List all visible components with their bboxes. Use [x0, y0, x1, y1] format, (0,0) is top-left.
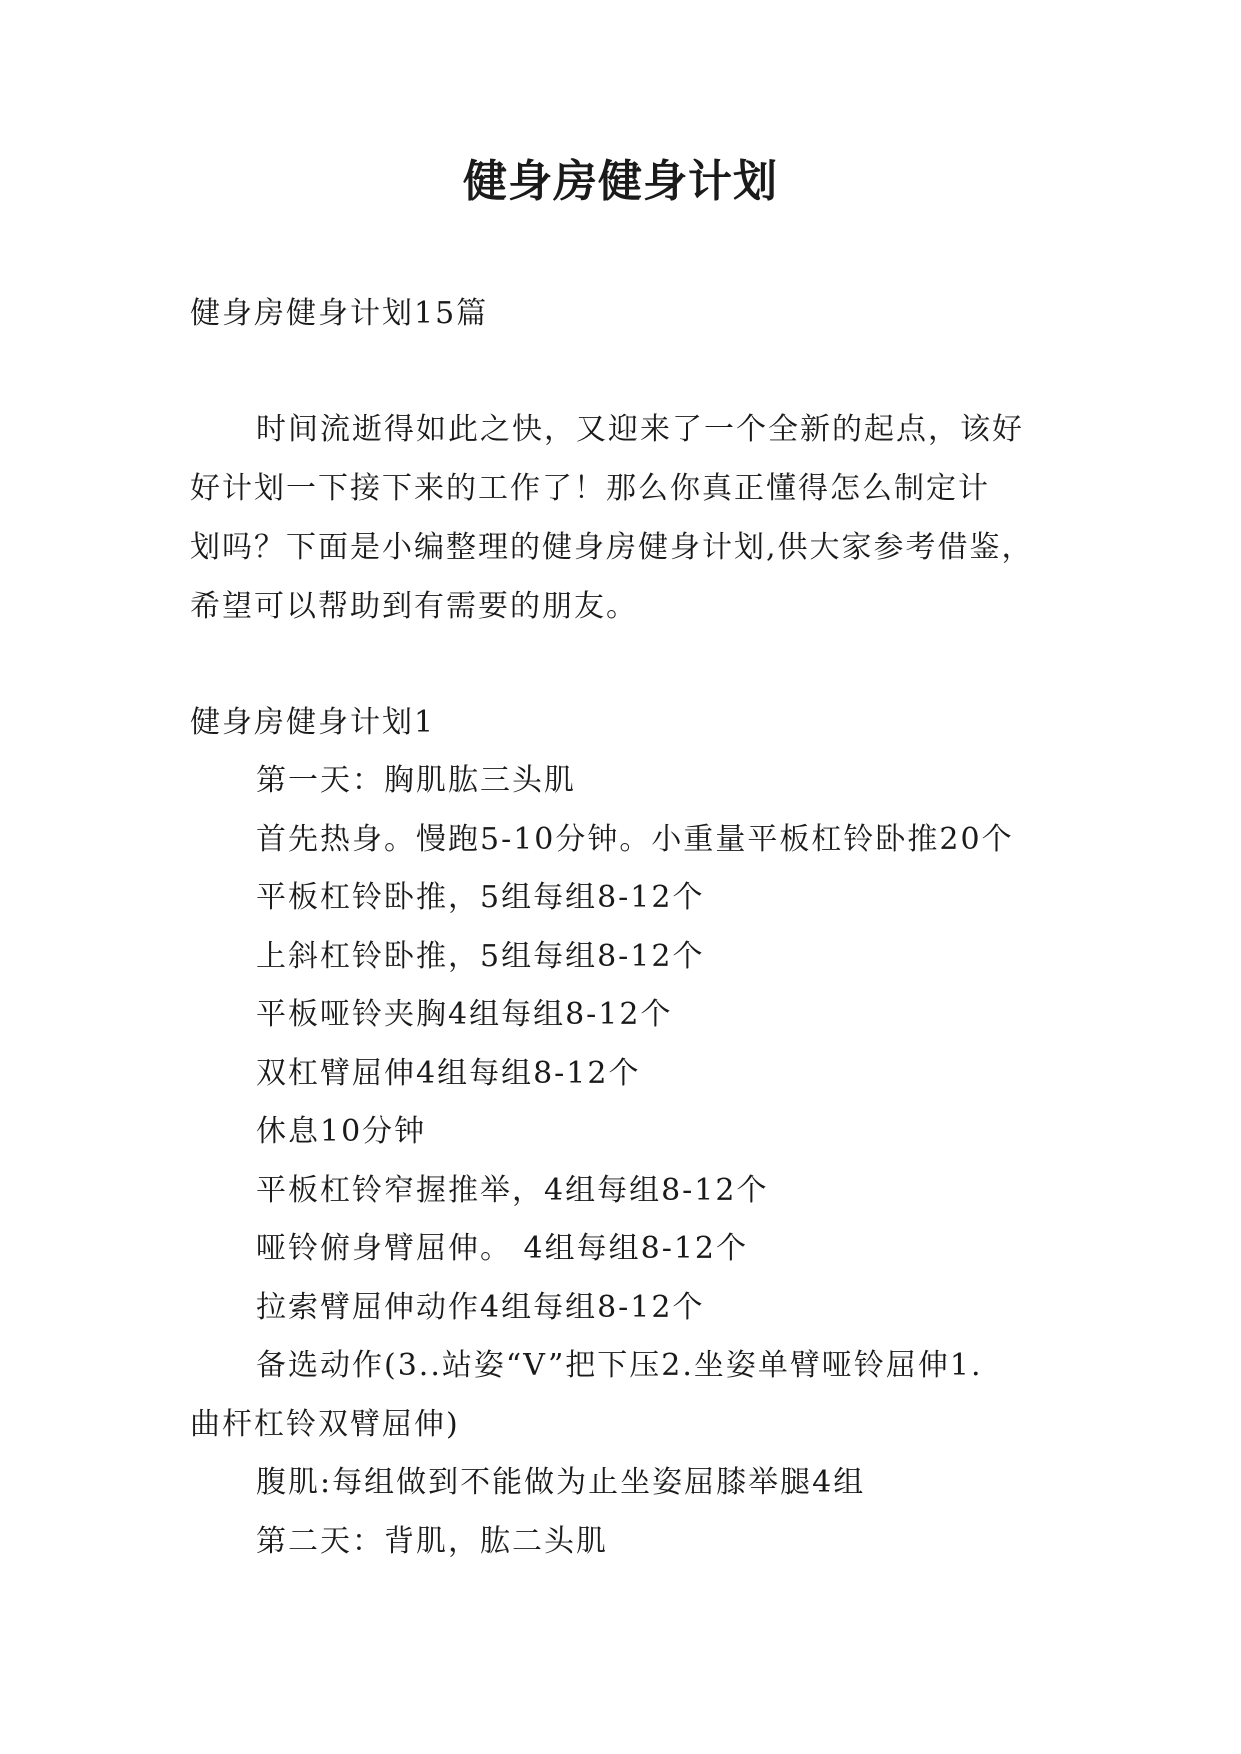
intro-line: 希望可以帮助到有需要的朋友。	[190, 589, 638, 624]
plan-line: 腹肌:每组做到不能做为止坐姿屈膝举腿4组	[256, 1465, 866, 1500]
plan-line: 第一天：胸肌肱三头肌	[256, 763, 576, 798]
section-heading: 健身房健身计划1	[190, 705, 436, 740]
plan-line: 第二天：背肌，肱二头肌	[256, 1524, 608, 1559]
plan-line: 平板哑铃夹胸4组每组8-12个	[256, 997, 673, 1032]
plan-line: 平板杠铃窄握推举，4组每组8-12个	[256, 1173, 769, 1208]
intro-line: 时间流逝得如此之快，又迎来了一个全新的起点，该好	[256, 412, 1024, 447]
intro-line: 划吗？下面是小编整理的健身房健身计划,供大家参考借鉴，	[190, 530, 1034, 565]
document-title: 健身房健身计划	[463, 156, 778, 207]
plan-line: 休息10分钟	[256, 1114, 427, 1149]
plan-line: 首先热身。慢跑5-10分钟。小重量平板杠铃卧推20个	[256, 822, 1014, 857]
plan-line: 双杠臂屈伸4组每组8-12个	[256, 1056, 641, 1091]
document-subtitle: 健身房健身计划15篇	[190, 296, 489, 331]
plan-line: 备选动作(3..站姿“V”把下压2.坐姿单臂哑铃屈伸1.	[256, 1348, 983, 1383]
intro-line: 好计划一下接下来的工作了！那么你真正懂得怎么制定计	[190, 471, 990, 506]
plan-line: 拉索臂屈伸动作4组每组8-12个	[256, 1290, 705, 1325]
plan-line: 哑铃俯身臂屈伸。 4组每组8-12个	[256, 1231, 749, 1266]
plan-line: 上斜杠铃卧推，5组每组8-12个	[256, 939, 705, 974]
plan-line: 平板杠铃卧推，5组每组8-12个	[256, 880, 705, 915]
plan-line: 曲杆杠铃双臂屈伸)	[190, 1407, 460, 1442]
